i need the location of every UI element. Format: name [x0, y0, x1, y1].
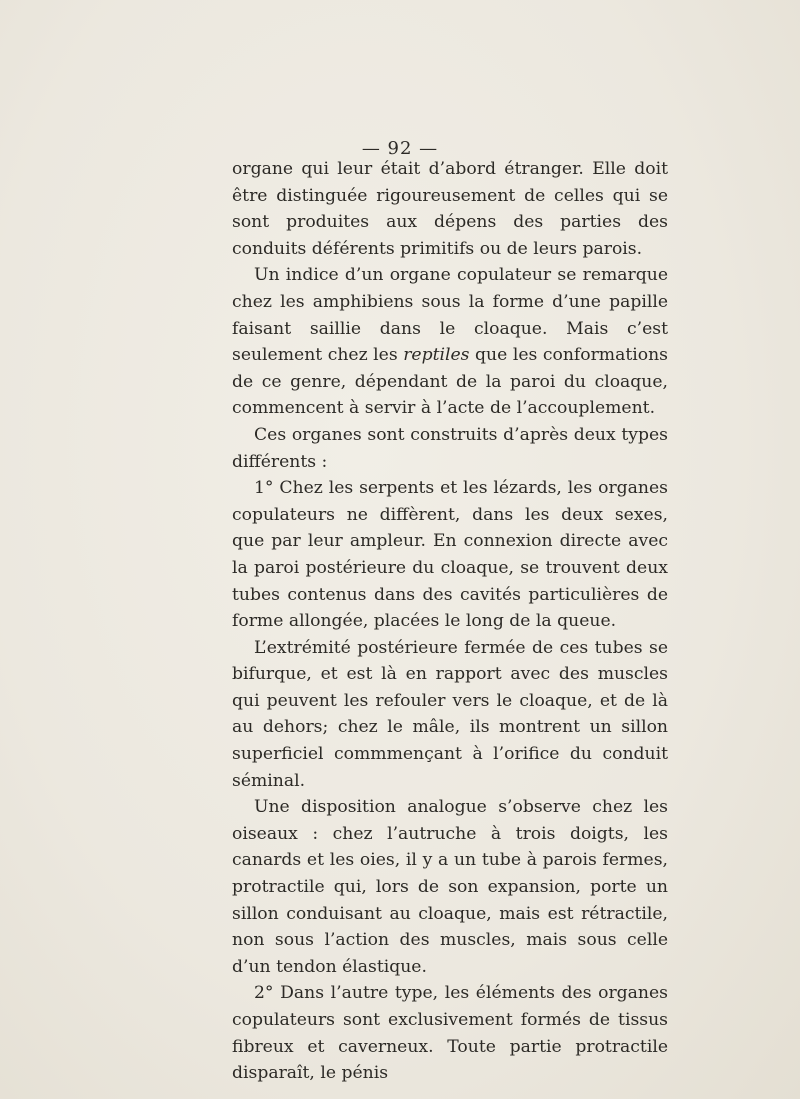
- paragraph-6: Une disposition analogue s’observe chez les oiseaux : chez l’autruche à trois doigts, les canards et les oies, il y a un tube à parois fermes, protractile qui, lors de son expansion, porte un sillon conduisant au cloaque, mais est rétractile, non sous l’action des muscles, mais sous celle d’un tendon élastique.: [232, 797, 668, 977]
- paragraph-2-text-before: Un indice d’un organe copulateur se remarque chez les amphibiens sous la forme d’une papille faisant saillie dans le cloaque. Mais c’est seulement chez les: [232, 265, 668, 366]
- paragraph-1: organe qui leur était d’abord étranger. Elle doit être distinguée rigoureusement de celles qui se sont produites aux dépens des parties des conduits déférents primitifs ou de leurs parois.: [232, 159, 668, 259]
- page-number: — 92 —: [361, 138, 439, 159]
- paragraph-5: L’extrémité postérieure fermée de ces tubes se bifurque, et est là en rapport avec des muscles qui peuvent les refouler vers le cloaque, et de là au dehors; chez le mâle, ils montrent un sillon superficiel commmençant à l’orifice du conduit séminal.: [232, 637, 668, 791]
- paragraph-3: Ces organes sont construits d’après deux types différents :: [232, 424, 668, 472]
- paragraph-7: 2° Dans l’autre type, les éléments des organes copulateurs sont exclusivement formés de tissus fibreux et caverneux. Toute partie protractile disparaît, le pénis: [232, 983, 668, 1084]
- paragraph-2-text-after: que les conformations de ce genre, dépendant de la paroi du cloaque, commencent à servir à l’acte de l’accouplement.: [232, 345, 668, 419]
- paragraph-4: 1° Chez les serpents et les lézards, les organes copulateurs ne diffèrent, dans les deux sexes, que par leur ampleur. En connexion directe avec la paroi postérieure du cloaque, se trouvent deux tubes contenus dans des cavités particulières de forme allongée, placées le long de la queue.: [232, 478, 668, 632]
- paragraph-2: [232, 262, 668, 422]
- italic-term-reptiles: reptiles: [403, 345, 470, 366]
- body-text: [232, 156, 668, 1087]
